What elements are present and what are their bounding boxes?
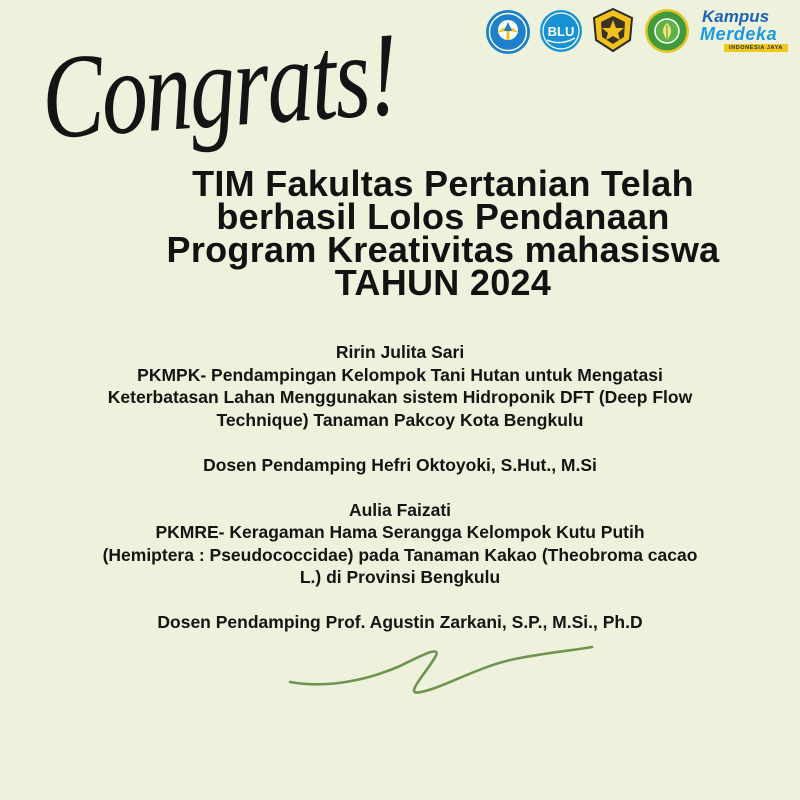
supervisor-line: Dosen Pendamping Prof. Agustin Zarkani, S.P., M.Si., Ph.D (157, 612, 643, 632)
spacer (0, 589, 800, 612)
project-title-line: Keterbatasan Lahan Menggunakan sistem Hidroponik DFT (Deep Flow (107, 387, 693, 407)
tut-wuri-handayani-logo (486, 10, 530, 54)
awardee-entry (0, 341, 800, 476)
project-title-line: Technique) Tanaman Pakcoy Kota Bengkulu (216, 409, 584, 430)
kampus-merdeka-logo (700, 8, 792, 56)
title-line: Program Kreativitas mahasiswa (166, 229, 720, 270)
announcement-title (93, 163, 793, 303)
congrats-script-heading: Congrats! (37, 7, 401, 165)
project-title-line: (Hemiptera : Pseudococcidae) pada Tanaman Kakao (Theobroma cacao (102, 544, 698, 565)
universitas-bengkulu-logo (594, 9, 632, 51)
kampus-merdeka-tagline: INDONESIA JAYA (724, 44, 788, 52)
supervisor-line: Dosen Pendamping Hefri Oktoyoki, S.Hut., M.Si (203, 454, 597, 475)
title-line: berhasil Lolos Pendanaan (216, 196, 670, 237)
spacer (0, 476, 800, 499)
awardee-name: Aulia Faizati (348, 499, 452, 520)
squiggle-path (290, 647, 592, 693)
kampus-merdeka-line2: Merdeka (700, 24, 778, 44)
awardee-list (0, 341, 800, 634)
kampus-merdeka-line1: Kampus (702, 7, 770, 26)
project-title-line: L.) di Provinsi Bengkulu (299, 567, 501, 587)
blu-logo-text: BLU (547, 24, 575, 39)
awardee-name: Ririn Julita Sari (335, 342, 465, 362)
title-line: TIM Fakultas Pertanian Telah (192, 163, 694, 204)
blu-logo (540, 10, 582, 52)
project-title-line: PKMRE- Keragaman Hama Serangga Kelompok Kutu Putih (155, 522, 645, 542)
spacer (0, 431, 800, 454)
awardee-entry (0, 499, 800, 634)
fakultas-pertanian-logo (645, 9, 689, 53)
title-line: TAHUN 2024 (334, 262, 552, 303)
project-title-line: PKMPK- Pendampingan Kelompok Tani Hutan untuk Mengatasi (137, 364, 663, 385)
